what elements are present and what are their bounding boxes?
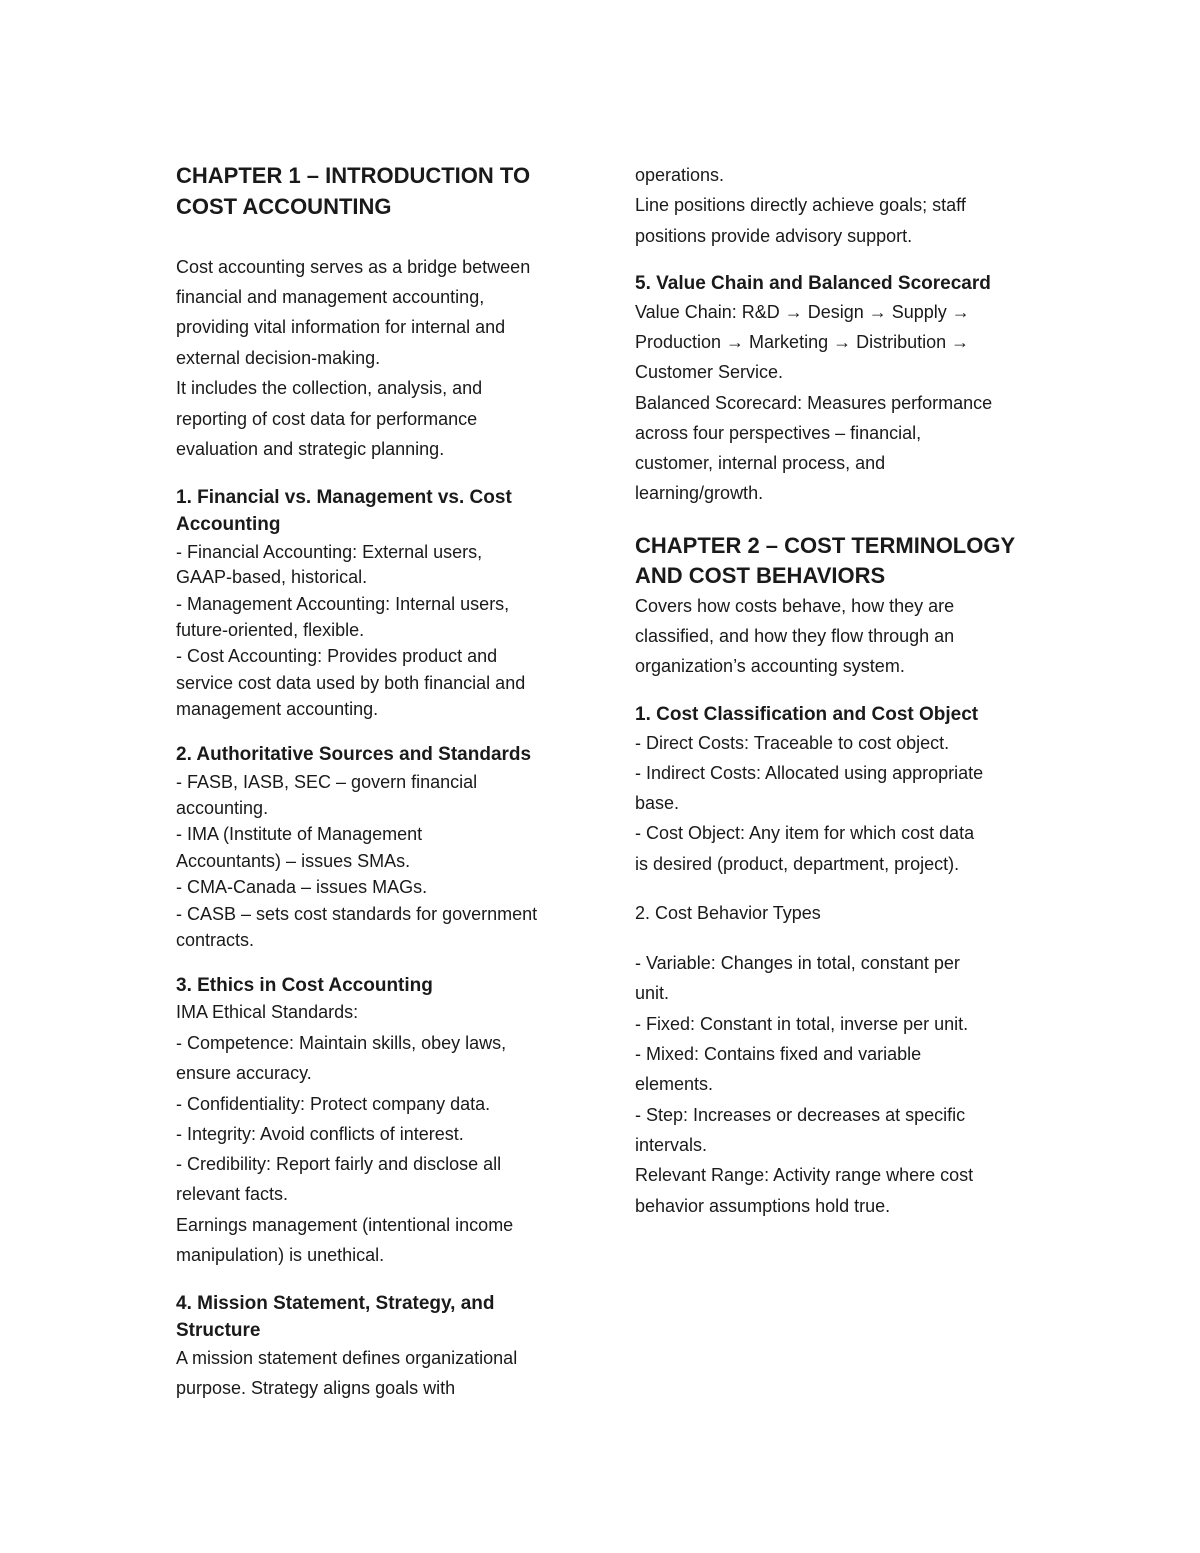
section5-line: Value Chain: R&D → Design → Supply → — [635, 302, 970, 322]
section2-line: - CMA-Canada – issues MAGs. — [176, 877, 428, 897]
section5-line: Production → Marketing → Distribution → — [635, 332, 970, 352]
ch2-section1-heading: 1. Cost Classification and Cost Object — [635, 704, 979, 725]
chapter2-intro-line: Covers how costs behave, how they are — [635, 596, 955, 616]
chapter1-intro-line: It includes the collection, analysis, and — [176, 378, 483, 398]
section1-line: GAAP-based, historical. — [176, 567, 368, 587]
ch2-section2-line: intervals. — [635, 1135, 708, 1155]
section1-line: management accounting. — [176, 699, 379, 719]
section2-line: - CASB – sets cost standards for government — [176, 904, 538, 924]
section1-line: service cost data used by both financial and — [176, 673, 526, 693]
ch2-section2-line: - Step: Increases or decreases at specific — [635, 1105, 966, 1125]
section5-line: customer, internal process, and — [635, 453, 886, 473]
section3-line: - Integrity: Avoid conflicts of interest. — [176, 1124, 464, 1144]
ch2-section2-line: unit. — [635, 983, 670, 1003]
section5-heading: 5. Value Chain and Balanced Scorecard — [635, 273, 991, 294]
ch2-section2-line: - Fixed: Constant in total, inverse per unit. — [635, 1014, 969, 1034]
section5-line: across four perspectives – financial, — [635, 423, 922, 443]
section1-line: - Financial Accounting: External users, — [176, 542, 483, 562]
section2-line: - IMA (Institute of Management — [176, 824, 423, 844]
ch2-section1-line: - Indirect Costs: Allocated using appropriate — [635, 763, 984, 783]
ch2-section1-line: - Direct Costs: Traceable to cost object. — [635, 733, 950, 753]
section3-line: ensure accuracy. — [176, 1063, 312, 1083]
chapter1-intro-line: providing vital information for internal and — [176, 317, 506, 337]
section4-heading-line2: Structure — [176, 1320, 261, 1341]
chapter1-intro-line: financial and management accounting, — [176, 287, 485, 307]
chapter2-title-line1: CHAPTER 2 – COST TERMINOLOGY — [635, 533, 1016, 558]
ch2-section2-line: - Mixed: Contains fixed and variable — [635, 1044, 922, 1064]
section2-heading: 2. Authoritative Sources and Standards — [176, 744, 532, 765]
section2-line: accounting. — [176, 798, 269, 818]
ch2-section2-line: behavior assumptions hold true. — [635, 1196, 891, 1216]
section2-line: Accountants) – issues SMAs. — [176, 851, 411, 871]
section3-line: IMA Ethical Standards: — [176, 1002, 359, 1022]
section3-line: relevant facts. — [176, 1184, 289, 1204]
section4-heading-line1: 4. Mission Statement, Strategy, and — [176, 1293, 495, 1314]
chapter1-intro-line: external decision-making. — [176, 348, 381, 368]
ch2-section1-line: base. — [635, 793, 680, 813]
section5-line: Balanced Scorecard: Measures performance — [635, 393, 993, 413]
ch2-section2-heading: 2. Cost Behavior Types — [635, 903, 821, 923]
section5-line: learning/growth. — [635, 483, 764, 503]
chapter1-intro-line: evaluation and strategic planning. — [176, 439, 445, 459]
chapter2-intro-line: organization’s accounting system. — [635, 656, 905, 676]
section2-line: contracts. — [176, 930, 255, 950]
section3-line: - Competence: Maintain skills, obey laws, — [176, 1033, 507, 1053]
section4-line: purpose. Strategy aligns goals with — [176, 1378, 456, 1398]
section1-line: future-oriented, flexible. — [176, 620, 365, 640]
section3-line: - Credibility: Report fairly and disclose all — [176, 1154, 502, 1174]
section2-line: - FASB, IASB, SEC – govern financial — [176, 772, 478, 792]
section4-line: positions provide advisory support. — [635, 226, 913, 246]
section3-line: - Confidentiality: Protect company data. — [176, 1094, 491, 1114]
section3-line: manipulation) is unethical. — [176, 1245, 385, 1265]
section4-line: operations. — [635, 165, 725, 185]
chapter2-title-line2: AND COST BEHAVIORS — [635, 563, 886, 588]
chapter1-title-line2: COST ACCOUNTING — [176, 194, 392, 219]
chapter1-intro-line: Cost accounting serves as a bridge between — [176, 257, 531, 277]
chapter1-intro-line: reporting of cost data for performance — [176, 409, 478, 429]
ch2-section2-line: Relevant Range: Activity range where cost — [635, 1165, 974, 1185]
section1-line: - Management Accounting: Internal users, — [176, 594, 510, 614]
chapter2-intro-line: classified, and how they flow through an — [635, 626, 955, 646]
section1-heading-line1: 1. Financial vs. Management vs. Cost — [176, 487, 512, 508]
section3-heading: 3. Ethics in Cost Accounting — [176, 975, 433, 996]
section1-heading-line2: Accounting — [176, 514, 281, 535]
section1-line: - Cost Accounting: Provides product and — [176, 646, 498, 666]
chapter1-title-line1: CHAPTER 1 – INTRODUCTION TO — [176, 163, 531, 188]
ch2-section2-line: - Variable: Changes in total, constant per — [635, 953, 960, 973]
ch2-section1-line: is desired (product, department, project). — [635, 854, 960, 874]
section4-line: A mission statement defines organizational — [176, 1348, 518, 1368]
ch2-section2-line: elements. — [635, 1074, 714, 1094]
section3-line: Earnings management (intentional income — [176, 1215, 514, 1235]
section5-line: Customer Service. — [635, 362, 784, 382]
section4-line: Line positions directly achieve goals; staff — [635, 195, 966, 215]
ch2-section1-line: - Cost Object: Any item for which cost data — [635, 823, 975, 843]
